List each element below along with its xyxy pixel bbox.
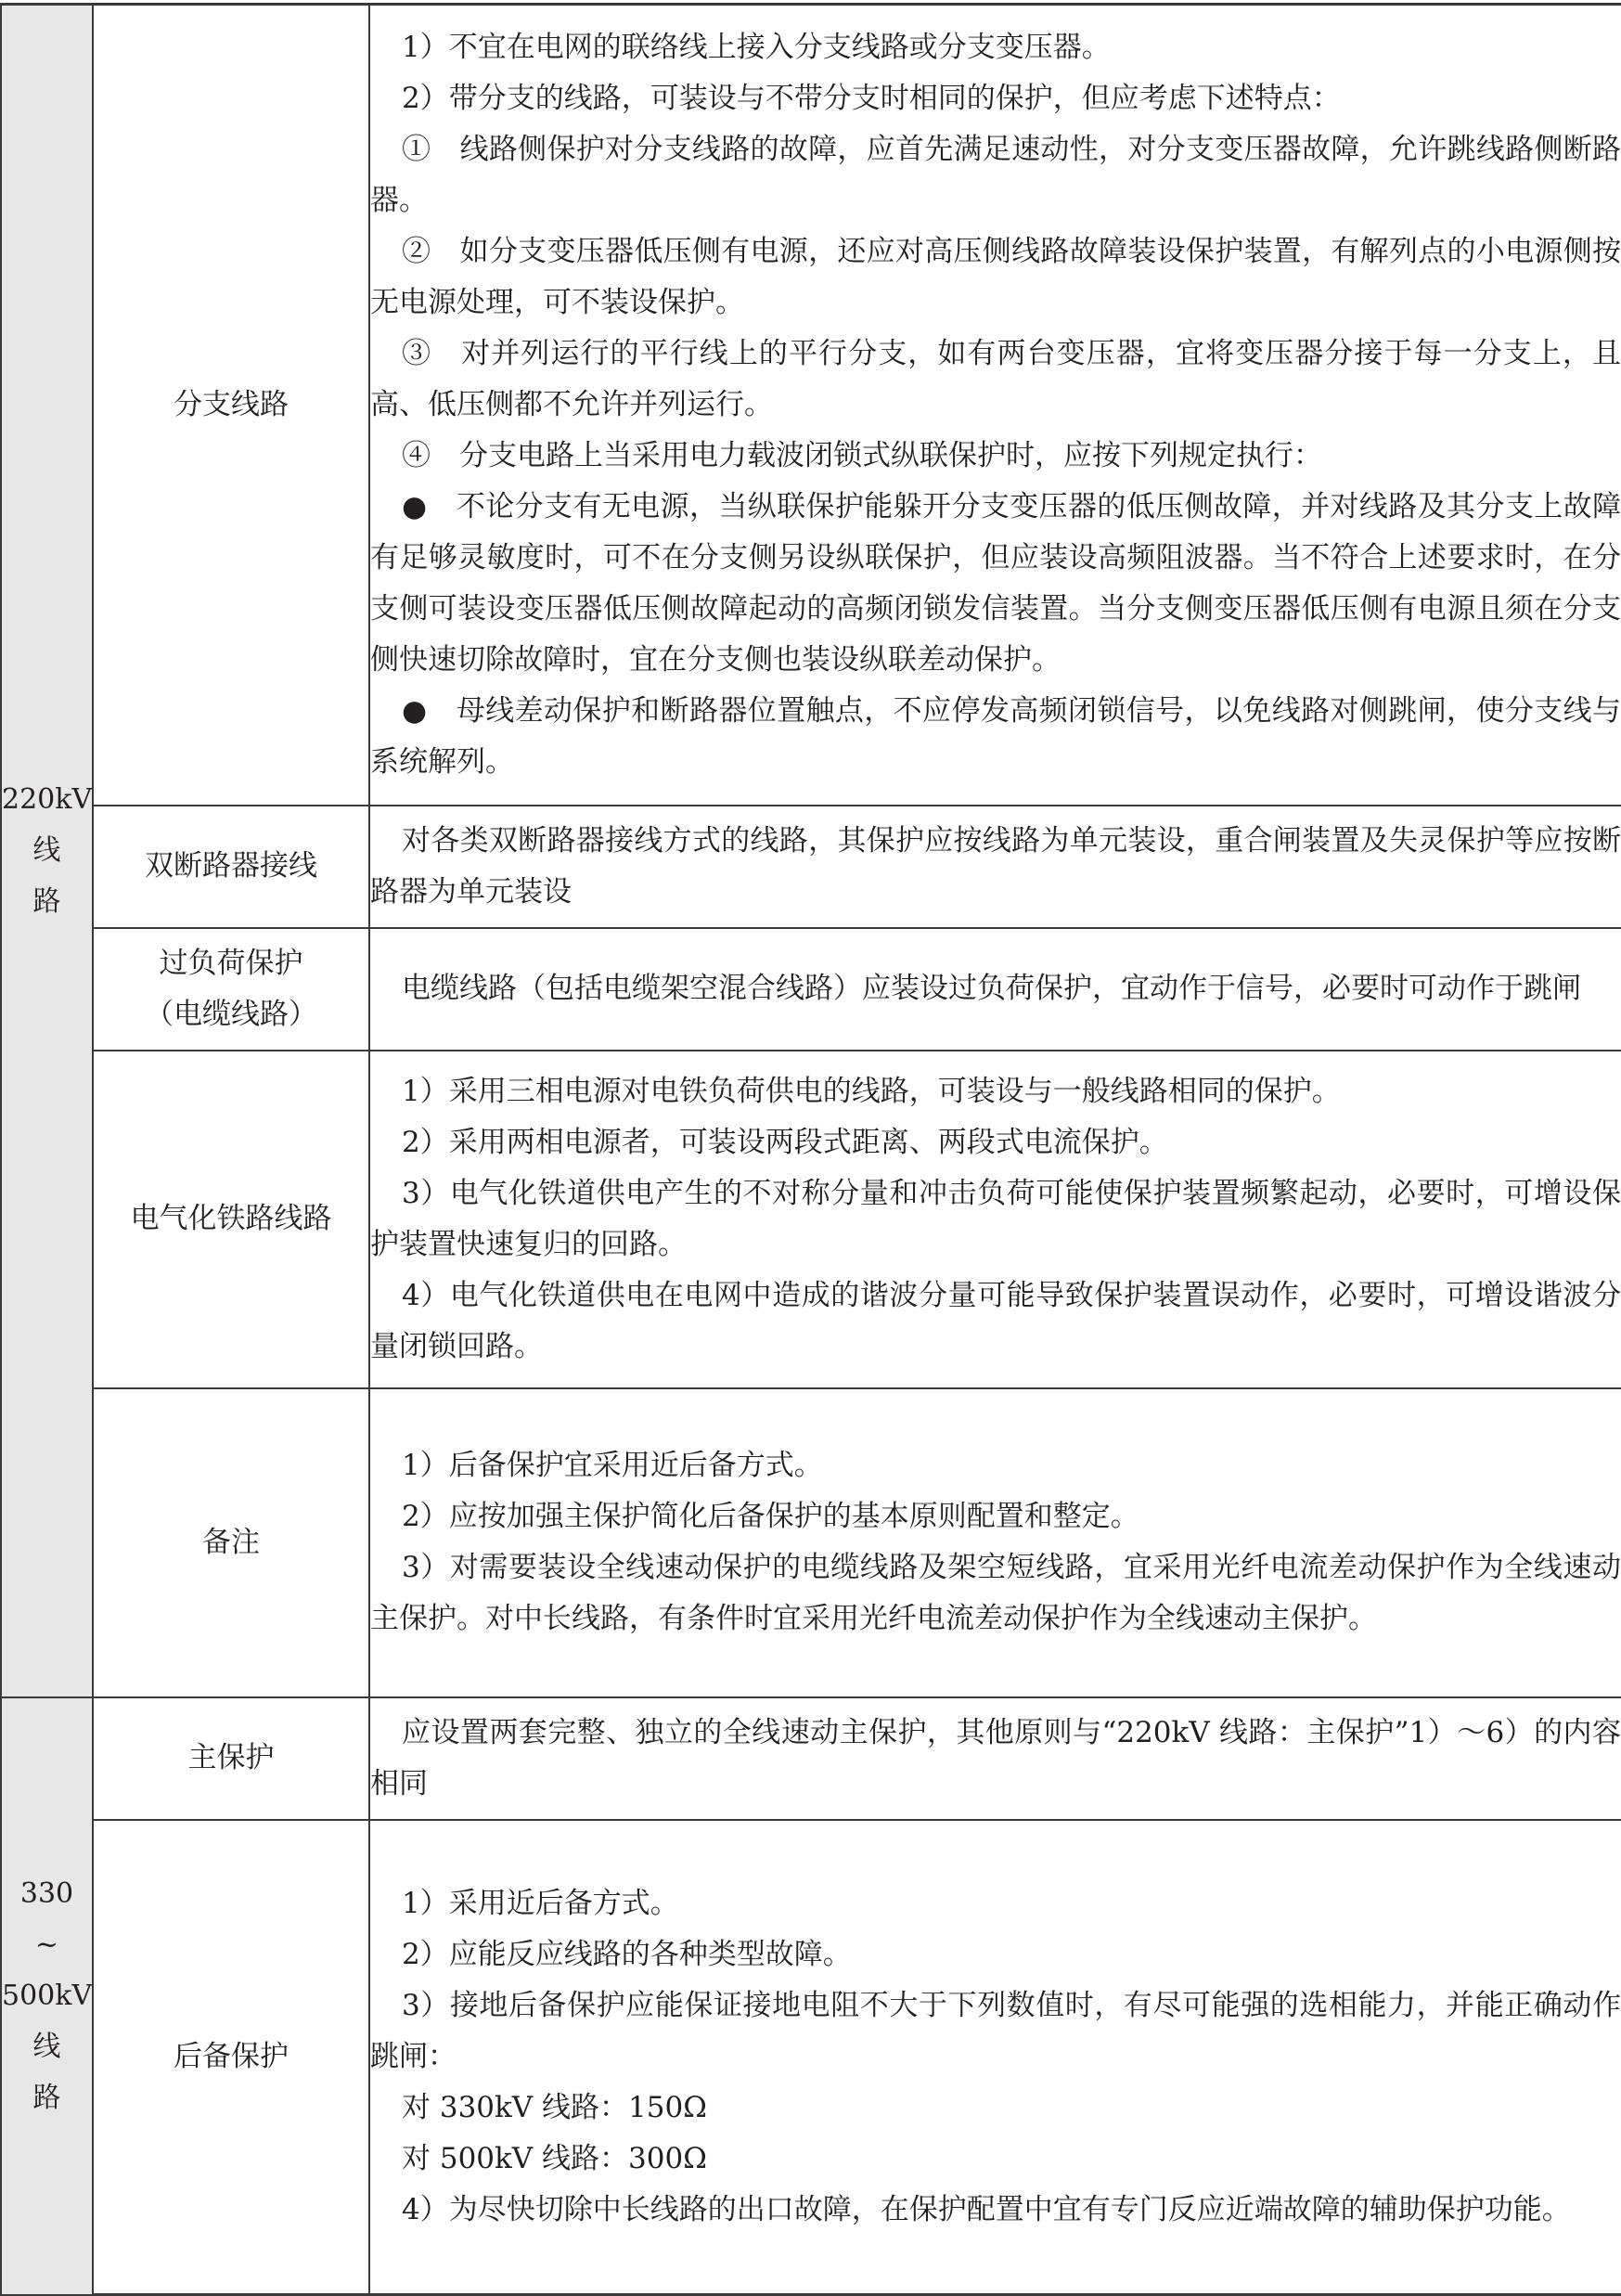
row-label-cell <box>93 1388 369 1697</box>
group-label-line: 线 <box>32 2031 61 2063</box>
group-cell-330-500kv <box>1 1697 93 2295</box>
row-label-cell <box>93 806 369 928</box>
table-row <box>1 806 1621 928</box>
paragraph: 2）应按加强主保护简化后备保护的基本原则配置和整定。 <box>402 1500 1139 1533</box>
row-label: 备注 <box>202 1525 260 1559</box>
paragraph: 4）为尽快切除中长线路的出口故障，在保护配置中宜有专门反应近端故障的辅助保护功能。 <box>402 2192 1571 2226</box>
row-label-cell <box>93 5 369 806</box>
group-label-line: 500kV <box>2 1980 93 2012</box>
row-content-cell <box>369 806 1621 928</box>
group-label-line: 路 <box>32 2082 61 2114</box>
group-label-line: 路 <box>32 885 61 919</box>
paragraph: 对各类双断路器接线方式的线路，其保护应按线路为单元装设，重合闸装置及失灵保护等应按断路器为单元装设 <box>370 823 1621 909</box>
bullet-paragraph: ● 母线差动保护和断路器位置触点，不应停发高频闭锁信号，以免线路对侧跳闸，使分支线与系统解列。 <box>370 693 1621 779</box>
row-label: （电缆线路） <box>145 997 317 1031</box>
paragraph: 对 500kV 线路：300Ω <box>402 2141 707 2175</box>
row-label: 电气化铁路线路 <box>130 1202 332 1235</box>
group-label-line: 线 <box>32 834 61 868</box>
row-label-cell <box>93 928 369 1051</box>
paragraph: 电缆线路（包括电缆架空混合线路）应装设过负荷保护，宜动作于信号，必要时可动作于跳闸 <box>402 972 1581 1005</box>
paragraph: ① 线路侧保护对分支线路的故障，应首先满足速动性，对分支变压器故障，允许跳线路侧断路器。 <box>370 132 1621 217</box>
paragraph: 2）带分支的线路，可装设与不带分支时相同的保护，但应考虑下述特点： <box>402 81 1341 115</box>
row-content-cell <box>369 5 1621 806</box>
paragraph: 1）采用三相电源对电铁负荷供电的线路，可装设与一般线路相同的保护。 <box>402 1074 1341 1108</box>
group-cell-220kv <box>1 5 93 1697</box>
paragraph: 3）电气化铁道供电产生的不对称分量和冲击负荷可能使保护装置频繁起动，必要时，可增设保护装置快速复归的回路。 <box>370 1176 1621 1261</box>
table-row <box>1 928 1621 1051</box>
paragraph: 1）不宜在电网的联络线上接入分支线路或分支变压器。 <box>402 30 1111 64</box>
row-content-cell <box>369 1697 1621 1820</box>
table-row <box>1 1388 1621 1697</box>
table-row <box>1 1051 1621 1388</box>
paragraph: 3）接地后备保护应能保证接地电阻不大于下列数值时，有尽可能强的选相能力，并能正确动作跳闸： <box>370 1988 1621 2073</box>
bullet-paragraph: ● 不论分支有无电源，当纵联保护能躲开分支变压器的低压侧故障，并对线路及其分支上故障有足够灵敏度时，可不在分支侧另设纵联保护，但应装设高频阻波器。当不符合上述要求时，在分支侧可装设变压器低压侧故障起动的高频闭锁发信装置。当分支侧变压器低压侧有电源且须在分支侧快速切除故障时，宜在分支侧也装设纵联差动保护。 <box>370 489 1621 677</box>
paragraph: 4）电气化铁道供电在电网中造成的谐波分量可能导致保护装置误动作，必要时，可增设谐波分量闭锁回路。 <box>370 1278 1621 1363</box>
paragraph: ② 如分支变压器低压侧有电源，还应对高压侧线路故障装设保护装置，有解列点的小电源侧按无电源处理，可不装设保护。 <box>370 234 1621 319</box>
table-row <box>1 5 1621 806</box>
row-label: 过负荷保护 <box>159 946 303 980</box>
paragraph: 3）对需要装设全线速动保护的电缆线路及架空短线路，宜采用光纤电流差动保护作为全线速动主保护。对中长线路，有条件时宜采用光纤电流差动保护作为全线速动主保护。 <box>370 1551 1621 1635</box>
group-label-line: ~ <box>34 1928 59 1961</box>
paragraph: ④ 分支电路上当采用电力载波闭锁式纵联保护时，应按下列规定执行： <box>402 438 1322 472</box>
paragraph: 2）应能反应线路的各种类型故障。 <box>402 1937 852 1971</box>
group-label-line: 220kV <box>2 783 93 817</box>
paragraph: ③ 对并列运行的平行线上的平行分支，如有两台变压器，宜将变压器分接于每一分支上，且高、低压侧都不允许并列运行。 <box>370 336 1621 421</box>
row-label-cell <box>93 1697 369 1820</box>
row-label-cell <box>93 1820 369 2295</box>
table-row <box>1 1820 1621 2295</box>
row-label: 主保护 <box>187 1741 275 1774</box>
row-label: 双断路器接线 <box>145 849 317 883</box>
table-row <box>1 1697 1621 1820</box>
protection-config-table <box>0 3 1621 2296</box>
row-label: 分支线路 <box>174 387 289 421</box>
paragraph: 1）后备保护宜采用近后备方式。 <box>402 1449 823 1482</box>
row-label-cell <box>93 1051 369 1388</box>
row-content-cell <box>369 1820 1621 2295</box>
paragraph: 对 330kV 线路：150Ω <box>402 2090 707 2124</box>
paragraph: 应设置两套完整、独立的全线速动主保护，其他原则与“220kV 线路：主保护”1）～6）的内容相同 <box>370 1715 1621 1800</box>
row-content-cell <box>369 1051 1621 1388</box>
row-label: 后备保护 <box>174 2039 289 2073</box>
row-content-cell <box>369 928 1621 1051</box>
paragraph: 2）采用两相电源者，可装设两段式距离、两段式电流保护。 <box>402 1125 1168 1159</box>
paragraph: 1）采用近后备方式。 <box>402 1886 679 1920</box>
group-label-line: 330 <box>19 1877 74 1910</box>
row-content-cell <box>369 1388 1621 1697</box>
